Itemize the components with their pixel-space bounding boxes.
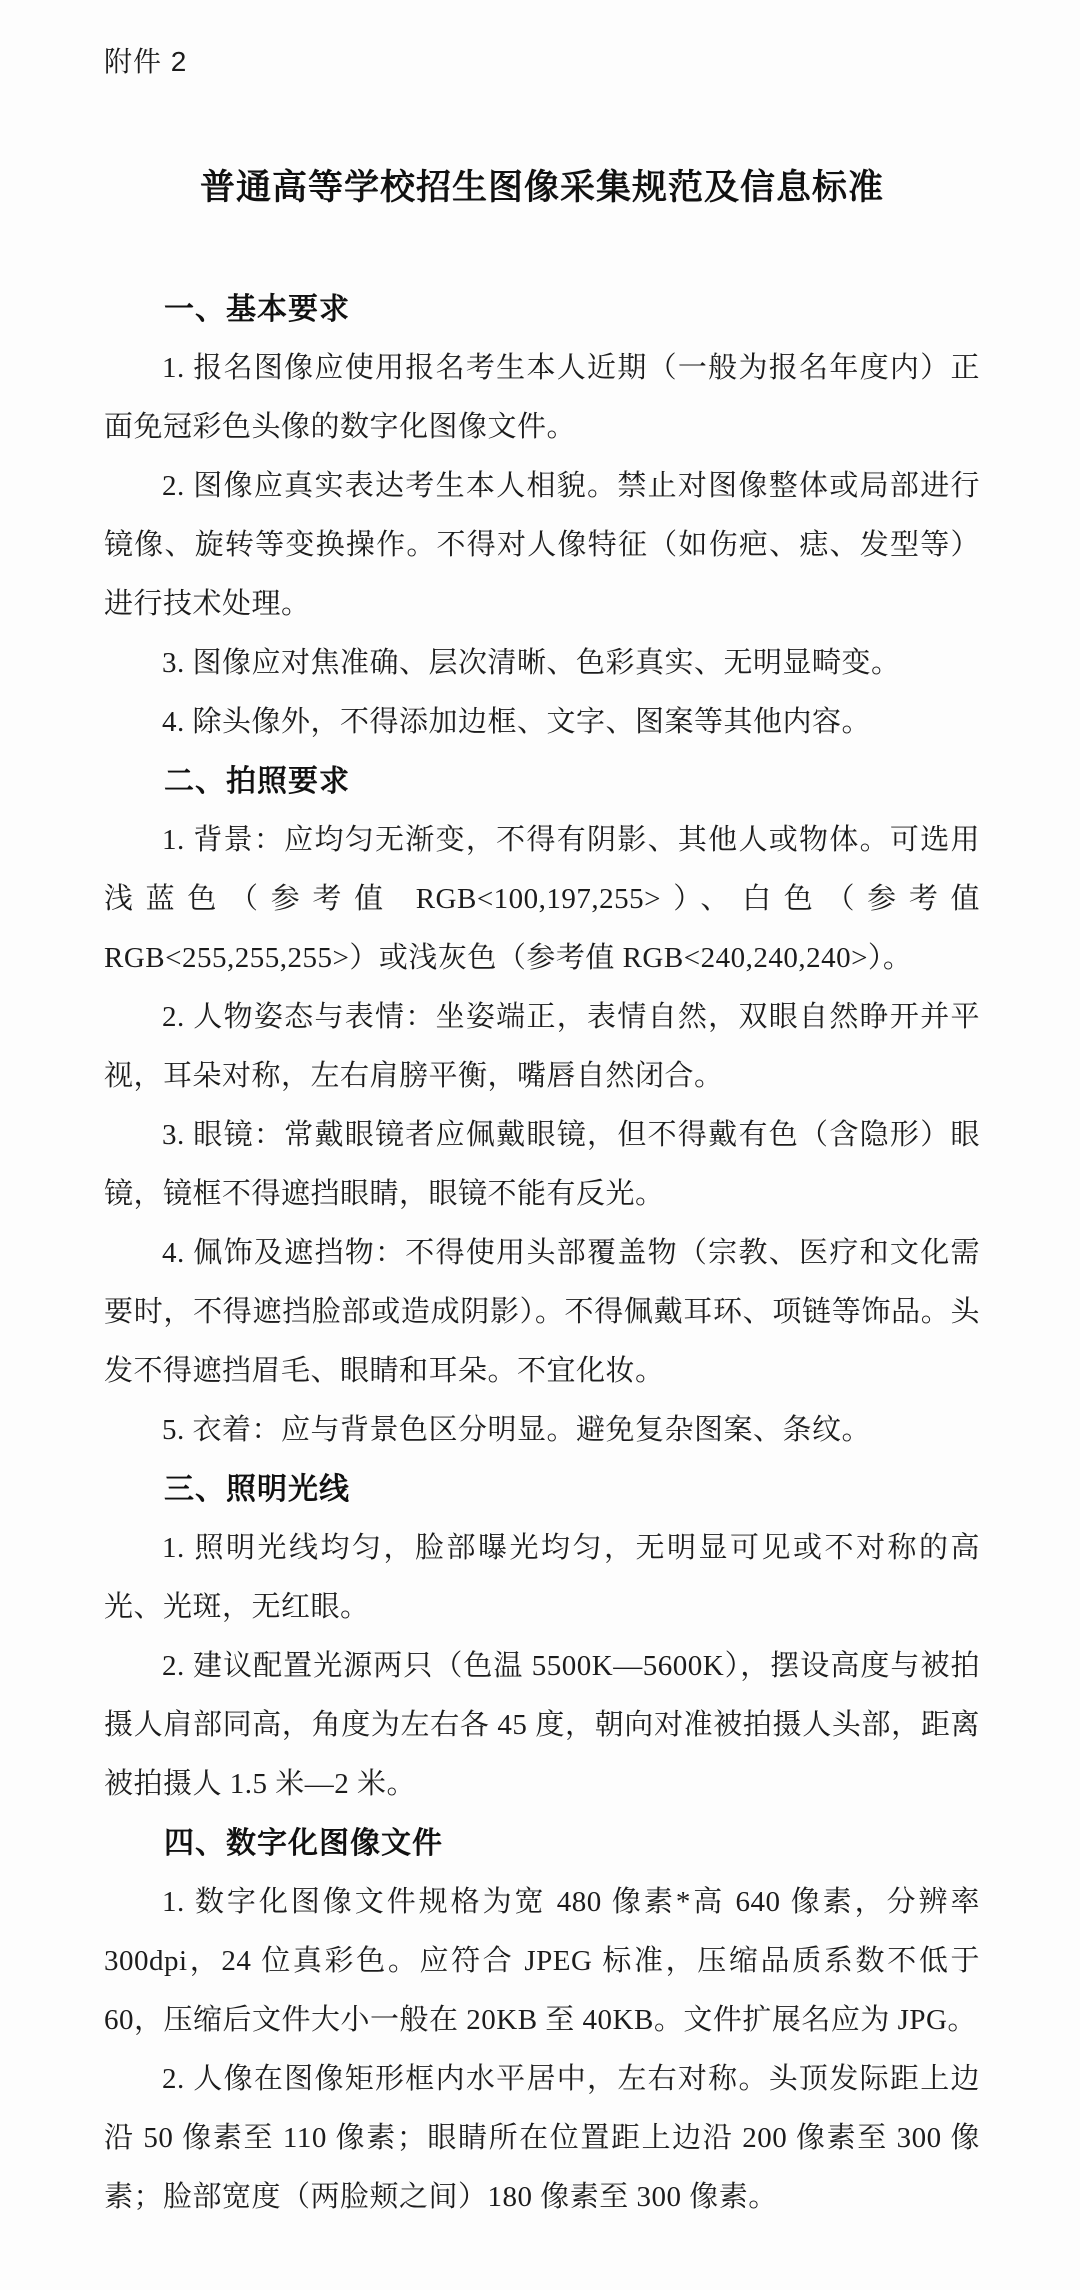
attachment-label: 附件 2 [104, 46, 188, 77]
section-basic-requirements [104, 280, 980, 752]
document-body [104, 280, 980, 2227]
paragraph: 2. 人物姿态与表情：坐姿端正，表情自然，双眼自然睁开并平视，耳朵对称，左右肩膀平衡，嘴唇自然闭合。 [104, 1001, 980, 1092]
paragraph: 1. 报名图像应使用报名考生本人近期（一般为报名年度内）正面免冠彩色头像的数字化图像文件。 [104, 352, 980, 443]
paragraph: 3. 眼镜：常戴眼镜者应佩戴眼镜，但不得戴有色（含隐形）眼镜，镜框不得遮挡眼睛，眼镜不能有反光。 [104, 1119, 980, 1210]
paragraph: 5. 衣着：应与背景色区分明显。避免复杂图案、条纹。 [162, 1414, 872, 1446]
paragraph: 1. 背景：应均匀无渐变，不得有阴影、其他人或物体。可选用浅蓝色（参考值 RGB<100,197,255>）、白色（参考值 RGB<255,255,255>）或浅灰色（参考值 RGB<240,240,240>）。 [104, 824, 980, 974]
paragraph: 3. 图像应对焦准确、层次清晰、色彩真实、无明显畸变。 [162, 647, 901, 679]
paragraph: 1. 照明光线均匀，脸部曝光均匀，无明显可见或不对称的高光、光斑，无红眼。 [104, 1532, 980, 1623]
paragraph: 2. 建议配置光源两只（色温 5500K—5600K），摆设高度与被拍摄人肩部同高，角度为左右各 45 度，朝向对准被拍摄人头部，距离被拍摄人 1.5 米—2 米。 [104, 1650, 980, 1800]
section-photo-requirements [104, 752, 980, 1460]
paragraph: 2. 图像应真实表达考生本人相貌。禁止对图像整体或局部进行镜像、旋转等变换操作。不得对人像特征（如伤疤、痣、发型等）进行技术处理。 [104, 470, 980, 620]
paragraph: 4. 除头像外，不得添加边框、文字、图案等其他内容。 [162, 706, 872, 738]
section-heading: 二、拍照要求 [164, 765, 350, 798]
section-heading: 四、数字化图像文件 [164, 1827, 443, 1860]
paragraph: 4. 佩饰及遮挡物：不得使用头部覆盖物（宗教、医疗和文化需要时，不得遮挡脸部或造成阴影）。不得佩戴耳环、项链等饰品。头发不得遮挡眉毛、眼睛和耳朵。不宜化妆。 [104, 1237, 980, 1387]
document-title: 普通高等学校招生图像采集规范及信息标准 [199, 168, 884, 207]
paragraph: 1. 数字化图像文件规格为宽 480 像素*高 640 像素，分辨率 300dpi，24 位真彩色。应符合 JPEG 标准，压缩品质系数不低于 60，压缩后文件大小一般在 20KB 至 40KB。文件扩展名应为 JPG。 [104, 1886, 980, 2036]
section-heading: 三、照明光线 [164, 1473, 350, 1506]
paragraph: 2. 人像在图像矩形框内水平居中，左右对称。头顶发际距上边沿 50 像素至 110 像素；眼睛所在位置距上边沿 200 像素至 300 像素；脸部宽度（两脸颊之间）180 像素至 300 像素。 [104, 2063, 980, 2213]
section-lighting [104, 1460, 980, 1814]
section-digital-image-file [104, 1814, 980, 2227]
section-heading: 一、基本要求 [164, 293, 350, 326]
